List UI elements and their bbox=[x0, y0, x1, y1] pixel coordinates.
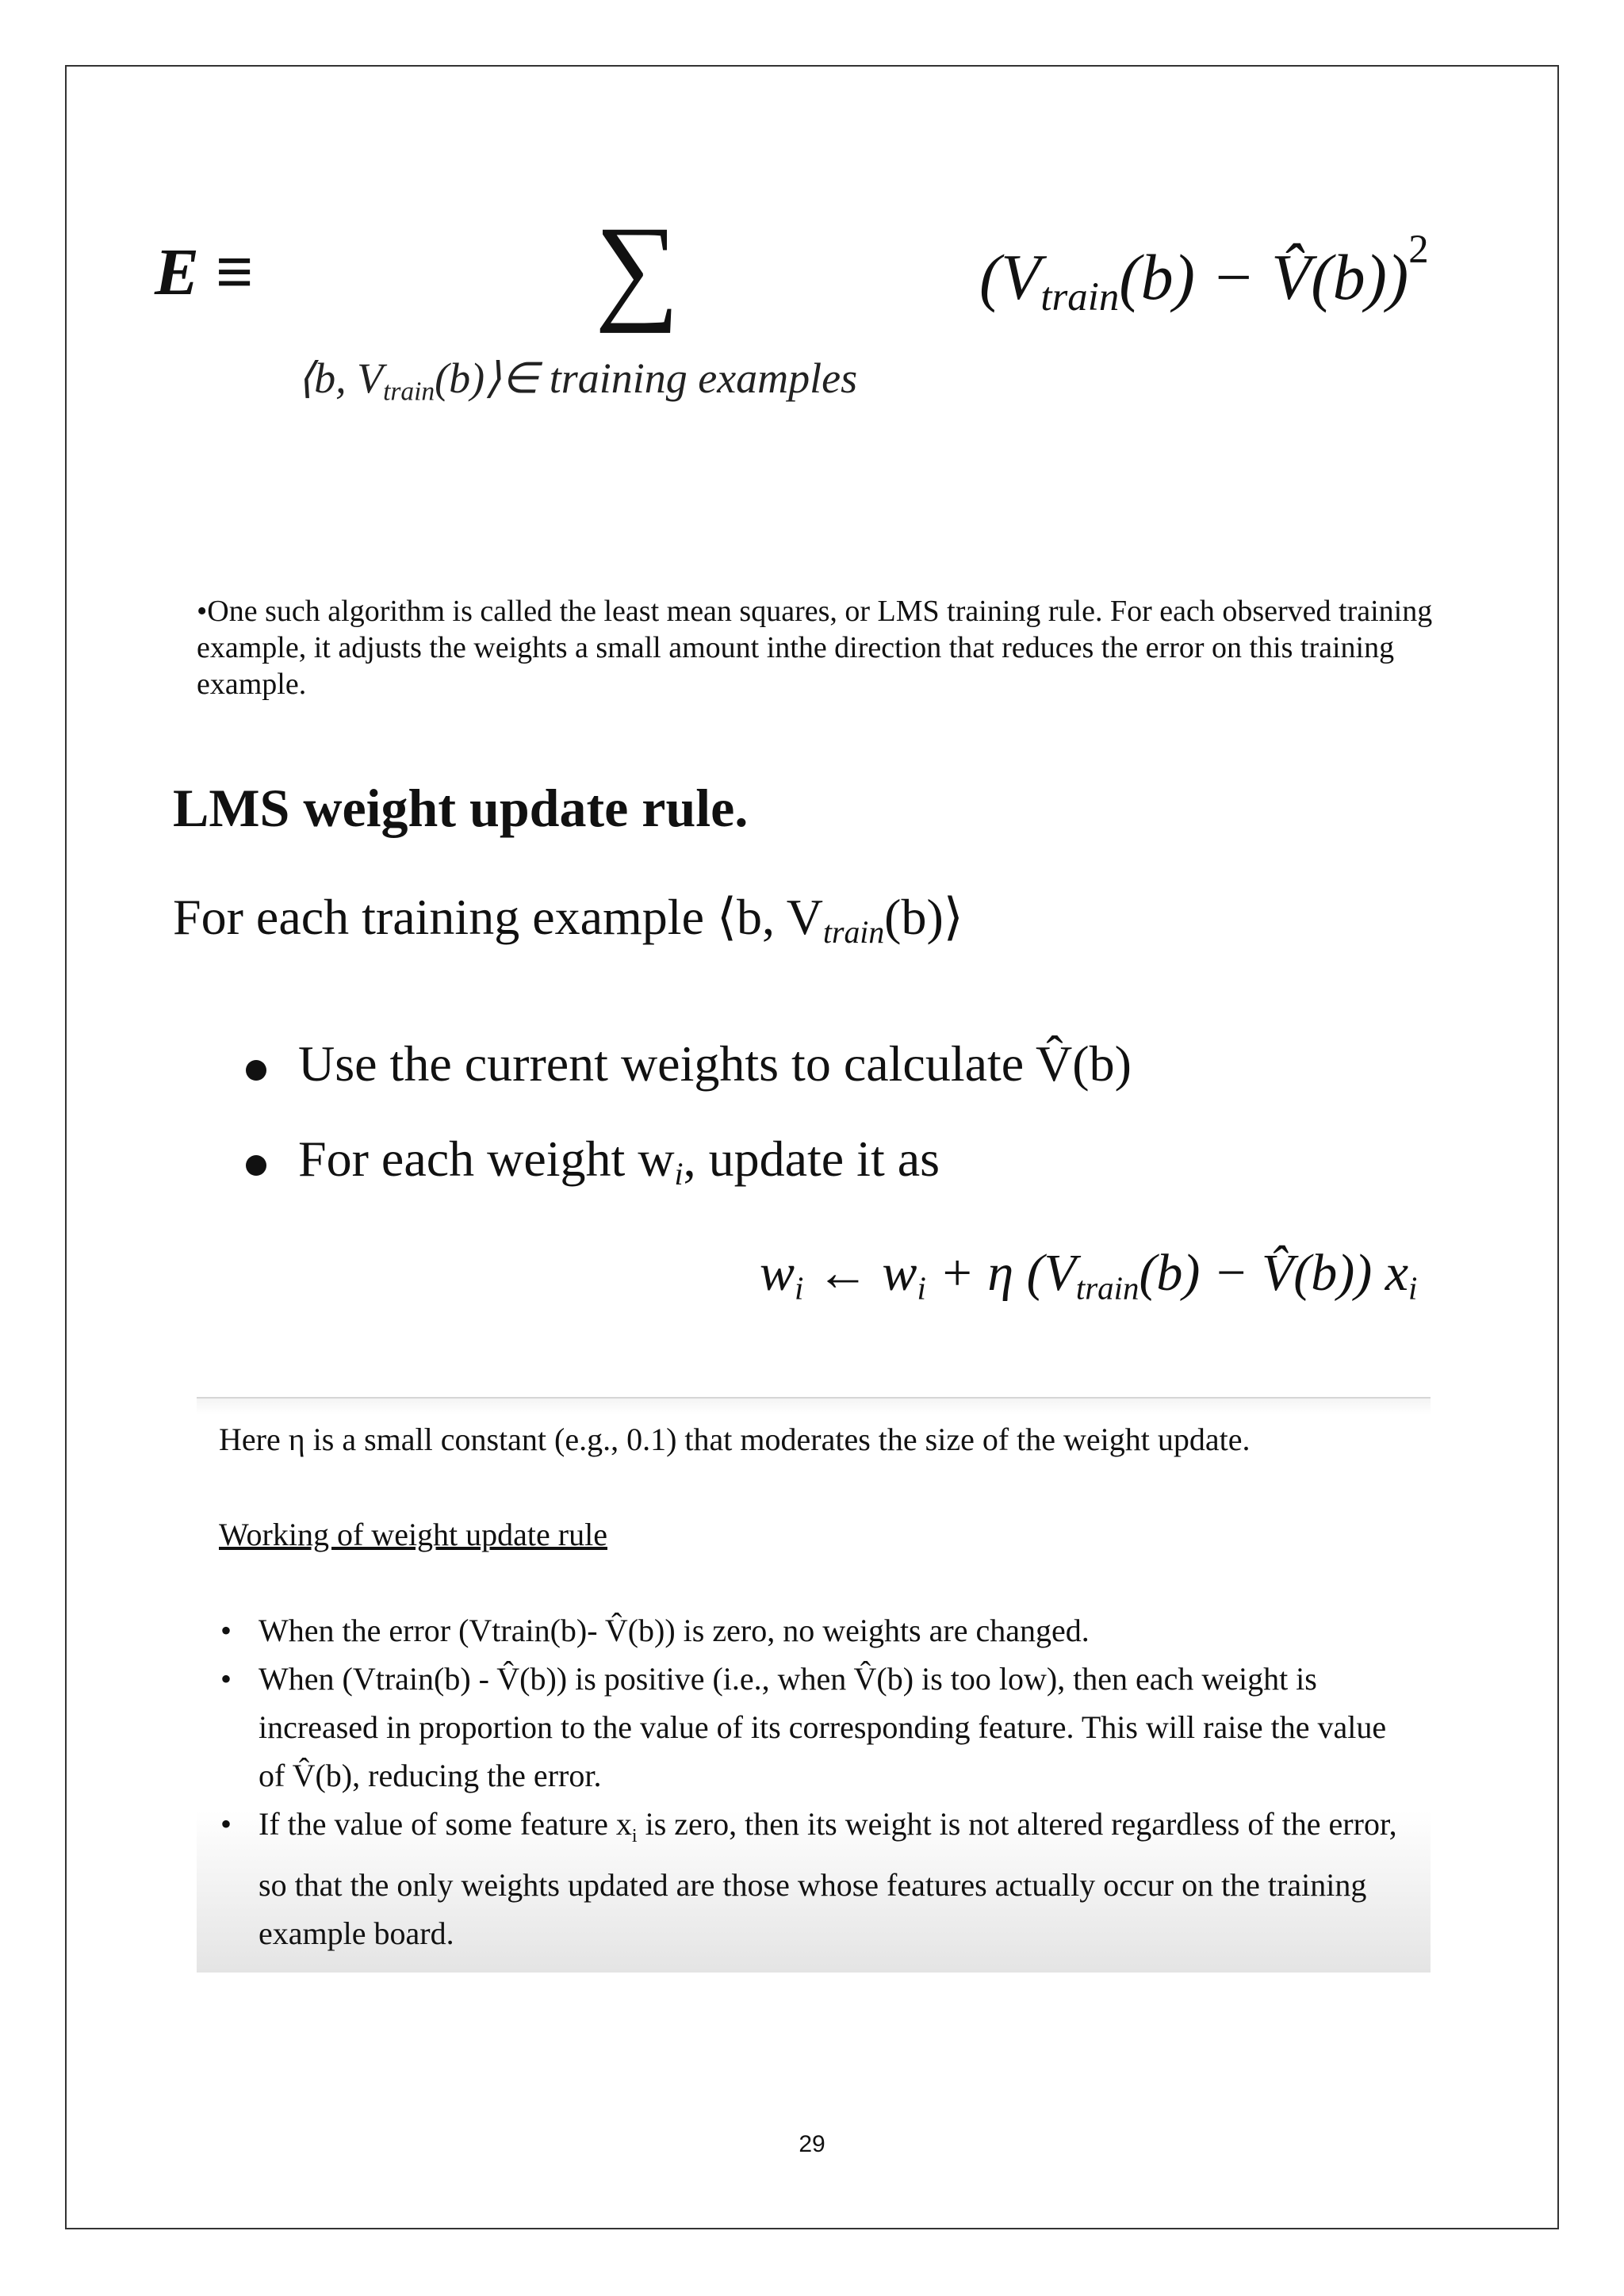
list-item: • When the error (Vtrain(b)- V̂(b)) is zero, no weights are changed. bbox=[220, 1613, 1090, 1648]
equation-lhs: E ≡ bbox=[155, 235, 254, 309]
lms-description: •One such algorithm is called the least mean squares, or LMS training rule. For each observed training example, it adjusts the weights a small amount inthe direction that reduces the error on this training example. bbox=[197, 595, 1433, 701]
lms-title: LMS weight update rule. bbox=[173, 778, 749, 838]
lms-subtitle: For each training example ⟨b, Vtrain(b)⟩ bbox=[173, 889, 963, 951]
page-number: 29 bbox=[799, 2131, 825, 2157]
summation-symbol: ∑ bbox=[595, 202, 680, 334]
weight-update-explanation-box bbox=[197, 1397, 1431, 1973]
eta-description: Here η is a small constant (e.g., 0.1) that moderates the size of the weight update. bbox=[219, 1422, 1251, 1457]
equation-rhs: (Vtrain(b) − V̂(b))$^2$ bbox=[979, 227, 1429, 319]
summation-subscript: ⟨b, Vtrain(b)⟩∈ training examples bbox=[297, 354, 858, 407]
bullet-icon bbox=[246, 1155, 266, 1176]
list-item: • If the value of some feature $x_i$ is zero, then its weight is not altered regardless of the error, so that the only weights updated are those whose features actually occur on the training example board. bbox=[220, 1806, 1397, 1951]
list-item: • When (Vtrain(b) - V̂(b)) is positive (i.e., when V̂(b) is too low), then each weight is increased in proportion to the value of its corresponding feature. This will raise the value of V̂(b), reducing the error. bbox=[220, 1661, 1387, 1793]
bullet-icon bbox=[246, 1060, 266, 1081]
weight-update-equation: wi ← wi + η (Vtrain(b) − V̂(b)) xi bbox=[760, 1244, 1418, 1307]
explanation-list bbox=[219, 1606, 1408, 1957]
section-heading: Working of weight update rule bbox=[219, 1517, 607, 1552]
error-equation bbox=[155, 202, 1487, 464]
